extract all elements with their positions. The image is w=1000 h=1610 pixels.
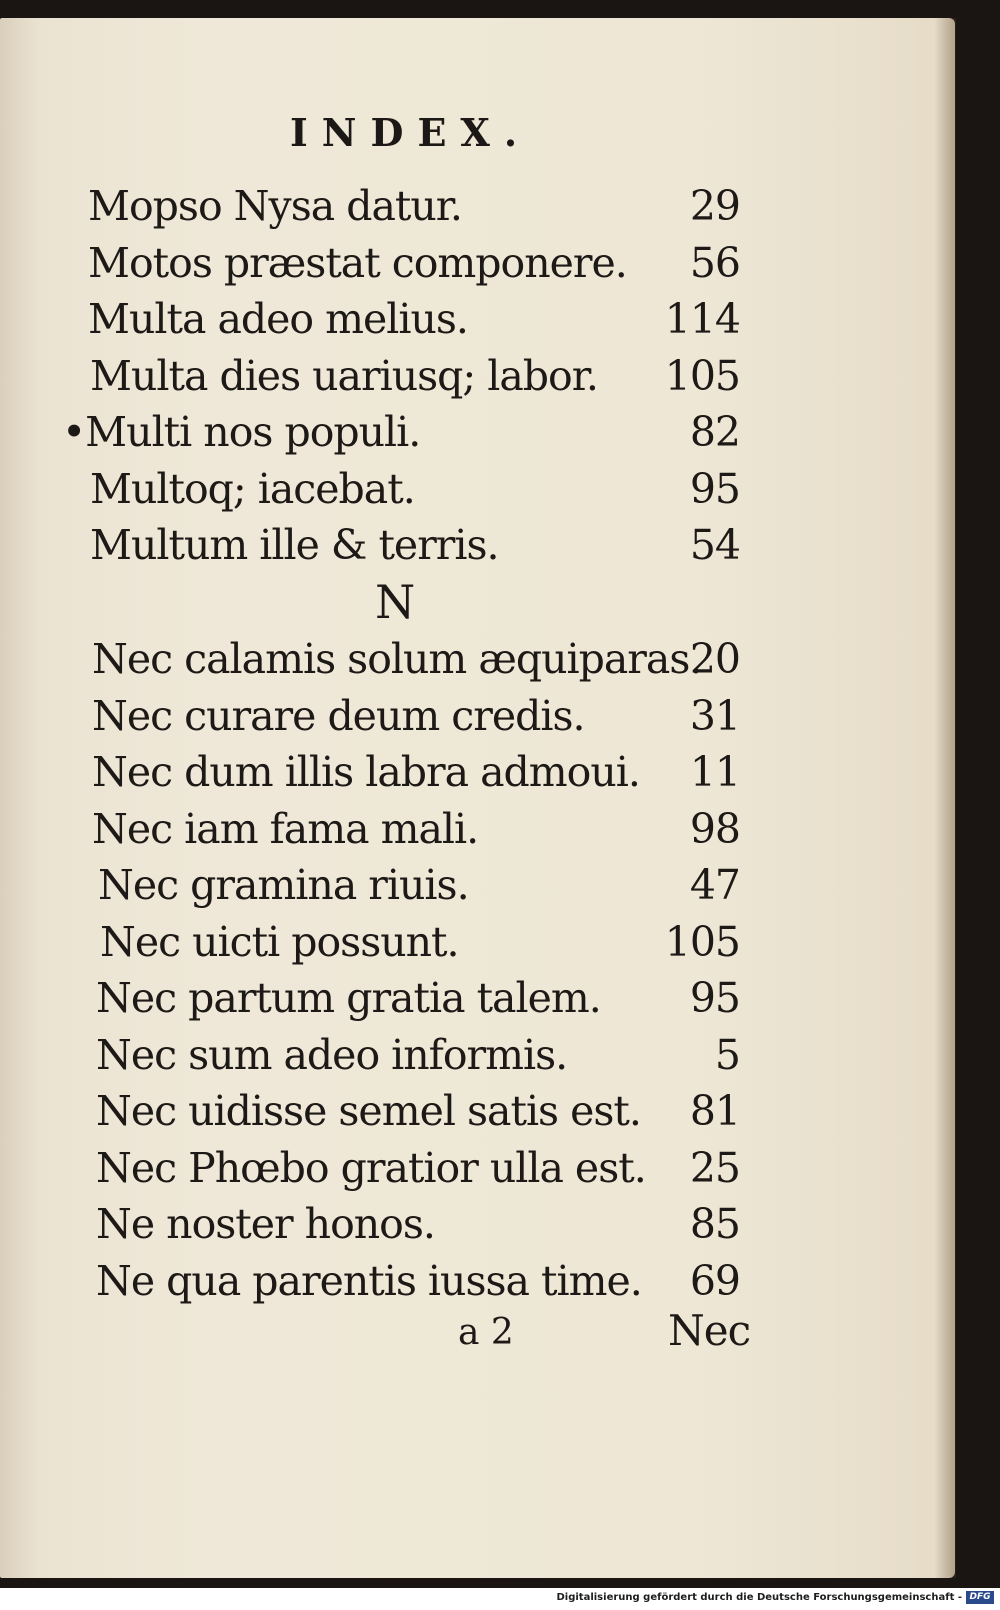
entry-page-number: 82 <box>689 408 740 456</box>
catchword: Nec <box>668 1306 751 1355</box>
entry-text: Nec iam fama mali. <box>92 804 479 853</box>
index-entry <box>92 748 740 804</box>
index-entry <box>62 408 740 464</box>
index-entry <box>92 692 740 748</box>
index-entry <box>96 1087 740 1143</box>
entry-text: Motos præstat componere. <box>88 238 627 287</box>
index-entry <box>88 295 740 351</box>
footer-credit: Digitalisierung gefördert durch die Deutsche Forschungsgemeinschaft - <box>556 1592 962 1603</box>
entry-page-number: 105 <box>664 917 740 966</box>
entry-text: Nec partum gratia talem. <box>96 974 601 1022</box>
entry-text: Multa dies uariusq; labor. <box>90 351 598 400</box>
index-entry <box>90 521 740 577</box>
entry-page-number: 11 <box>689 748 740 796</box>
index-entry <box>96 1257 740 1313</box>
entry-page-number: 95 <box>689 974 740 1022</box>
entry-text: Nec Phœbo gratior ulla est. <box>96 1143 646 1192</box>
entry-text: Nec gramina riuis. <box>98 861 469 909</box>
entry-text: Nec sum adeo informis. <box>96 1030 568 1079</box>
entry-page-number: 85 <box>689 1200 740 1248</box>
entry-text: Multoq; iacebat. <box>90 464 415 513</box>
entry-page-number: 25 <box>689 1143 740 1192</box>
entry-page-number: 56 <box>689 238 740 287</box>
entry-page-number: 105 <box>664 351 740 400</box>
index-entry <box>88 182 740 238</box>
entry-page-number: 114 <box>664 295 740 343</box>
entry-text: Multum ille & terris. <box>90 521 499 569</box>
entry-text: Ne qua parentis iussa time. <box>96 1256 642 1305</box>
page-title: INDEX. <box>290 110 532 155</box>
index-entry <box>98 861 740 917</box>
entry-page-number: 69 <box>689 1256 740 1305</box>
signature-mark: a 2 <box>458 1312 514 1353</box>
entry-text: Ne noster honos. <box>96 1200 435 1248</box>
entry-text: Nec calamis solum æquiparas. <box>92 635 702 683</box>
index-entry <box>96 1144 740 1200</box>
entry-page-number: 81 <box>689 1087 740 1135</box>
entry-page-number: 31 <box>689 691 740 740</box>
index-entry <box>90 352 740 408</box>
page-edge-shadow <box>934 18 956 1578</box>
entry-text: Nec uidisse semel satis est. <box>96 1087 641 1135</box>
entry-page-number: 54 <box>689 521 740 569</box>
index-entry <box>100 918 740 974</box>
entry-page-number: 5 <box>714 1030 740 1079</box>
index-entry <box>96 1031 740 1087</box>
entry-text: Mopso Nysa datur. <box>88 182 462 230</box>
index-entry <box>92 805 740 861</box>
index-entry <box>96 1200 740 1256</box>
entry-text: Nec dum illis labra admoui. <box>92 748 640 796</box>
entry-page-number: 95 <box>689 464 740 513</box>
entry-text: •Multi nos populi. <box>62 408 421 456</box>
dfg-logo: DFG <box>966 1591 994 1604</box>
entry-page-number: 47 <box>689 861 740 909</box>
entry-page-number: 98 <box>689 804 740 853</box>
entry-text: Nec curare deum credis. <box>92 691 585 740</box>
entry-text: Nec uicti possunt. <box>100 917 459 966</box>
index-entry <box>88 239 740 295</box>
entry-page-number: 20 <box>689 635 740 683</box>
entry-page-number: 29 <box>689 182 740 230</box>
index-entry <box>90 465 740 521</box>
index-entry <box>92 635 740 691</box>
entry-text: Multa adeo melius. <box>88 295 468 343</box>
section-letter-heading: N <box>375 575 416 629</box>
index-entry <box>96 974 740 1030</box>
